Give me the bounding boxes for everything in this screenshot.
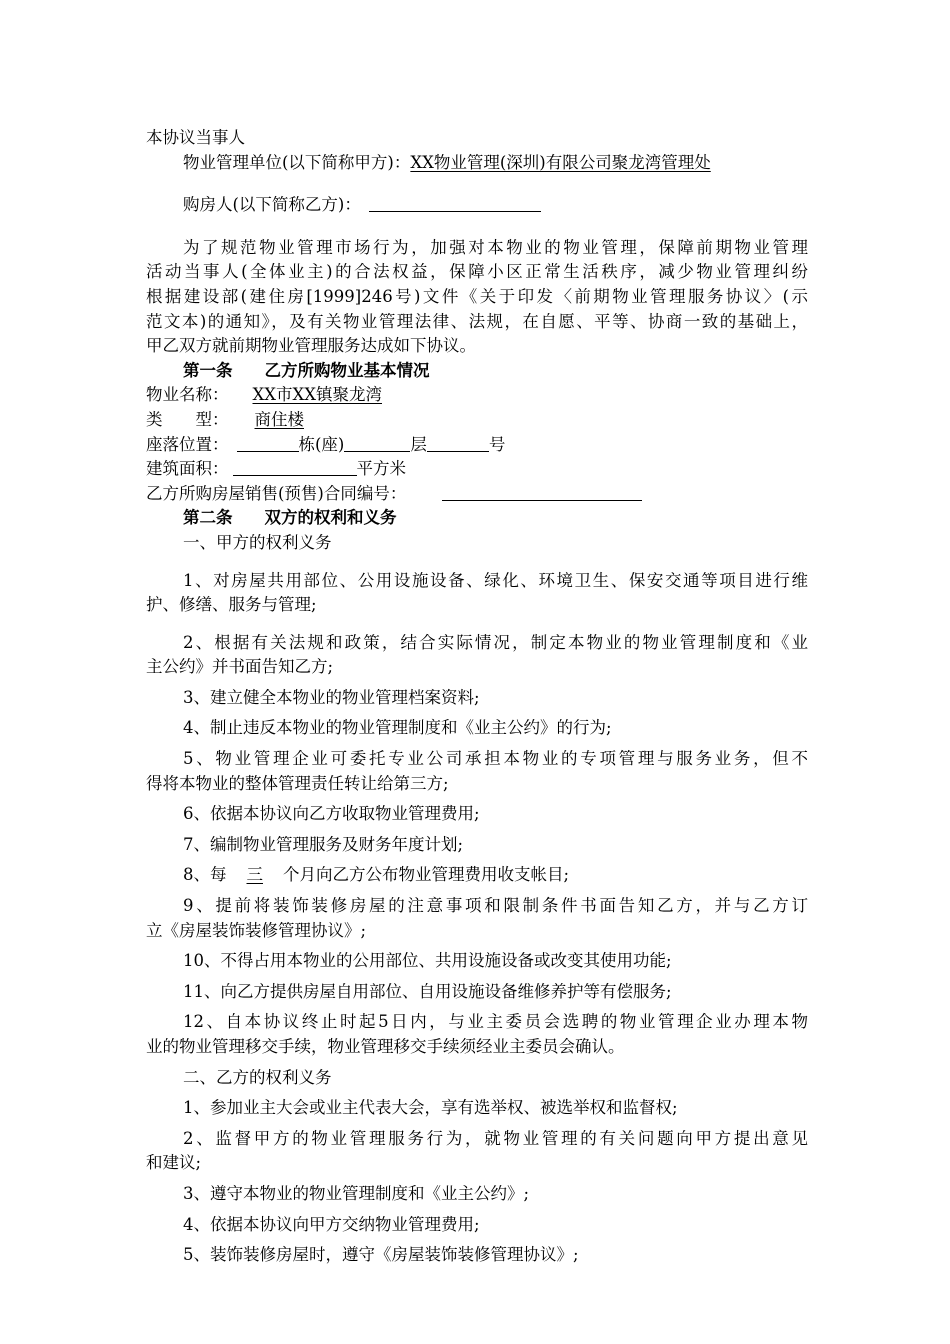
party-b-label: 购房人(以下简称乙方)： xyxy=(183,195,361,215)
intro-line: 本协议当事人 xyxy=(146,128,245,147)
clause-line: 3、建立健全本物业的物业管理档案资料; xyxy=(183,687,480,707)
contract-label: 乙方所购房屋销售(预售)合同编号： xyxy=(146,483,407,503)
article-1-title: 乙方所购物业基本情况 xyxy=(264,360,430,380)
preamble-line: 活动当事人(全体业主)的合法权益，保障小区正常生活秩序，减少物业管理纠纷 xyxy=(146,262,808,282)
clause-line: 4、依据本协议向甲方交纳物业管理费用; xyxy=(183,1214,480,1234)
party-a-label: 物业管理单位(以下简称甲方)： xyxy=(183,152,411,172)
article-1-heading xyxy=(146,359,808,384)
type-value: 商住楼 xyxy=(254,409,304,429)
contract-blank xyxy=(442,485,642,501)
clause-line: 9、提前将装饰装修房屋的注意事项和限制条件书面告知乙方，并与乙方订 xyxy=(183,896,808,916)
preamble-line: 为了规范物业管理市场行为，加强对本物业的物业管理，保障前期物业管理 xyxy=(183,237,808,257)
clause-line: 和建议; xyxy=(146,1153,202,1173)
clause-8-prefix: 8、每 xyxy=(183,865,227,885)
clause-line: 2、监督甲方的物业管理服务行为，就物业管理的有关问题向甲方提出意见 xyxy=(183,1128,808,1148)
clause-line: 4、制止违反本物业的物业管理制度和《业主公约》的行为; xyxy=(183,718,612,738)
area-unit: 平方米 xyxy=(356,459,406,479)
preamble xyxy=(146,236,808,359)
agreement-page xyxy=(146,126,808,1268)
area-label: 建筑面积： xyxy=(146,459,229,479)
clause-line: 5、物业管理企业可委托专业公司承担本物业的专项管理与服务业务，但不 xyxy=(183,749,808,769)
preamble-line: 根据建设部(建住房[1999]246号)文件《关于印发〈前期物业管理服务协议〉(示 xyxy=(146,286,808,306)
clause-line: 3、遵守本物业的物业管理制度和《业主公约》; xyxy=(183,1183,530,1203)
room-label: 号 xyxy=(488,434,506,454)
clause-line: 2、根据有关法规和政策，结合实际情况，制定本物业的物业管理制度和《业 xyxy=(183,632,808,652)
section-b-heading: 二、乙方的权利义务 xyxy=(183,1067,332,1087)
article-2-heading xyxy=(146,506,808,531)
article-1-number: 第一条 xyxy=(183,360,233,380)
clause-line: 7、编制物业管理服务及财务年度计划; xyxy=(183,834,464,854)
area-line xyxy=(146,457,808,482)
floor-label: 层 xyxy=(410,434,427,454)
clause-line: 业的物业管理移交手续，物业管理移交手续须经业主委员会确认。 xyxy=(146,1037,625,1056)
party-a-value: XX物业管理(深圳)有限公司聚龙湾管理处 xyxy=(410,152,711,172)
location-label: 座落位置： xyxy=(146,434,229,454)
room-blank xyxy=(427,436,489,452)
clause-line: 5、装饰装修房屋时，遵守《房屋装饰装修管理协议》; xyxy=(183,1245,579,1265)
clause-line: 护、修缮、服务与管理; xyxy=(146,595,317,615)
clause-line: 立《房屋装饰装修管理协议》; xyxy=(146,920,367,940)
location-line xyxy=(146,433,808,458)
area-blank xyxy=(233,460,357,476)
clause-8-value: 三 xyxy=(246,865,263,885)
party-b-line xyxy=(146,193,808,218)
type-label: 类 型： xyxy=(146,409,229,429)
clause-line: 6、依据本协议向乙方收取物业管理费用; xyxy=(183,804,480,824)
preamble-line: 甲乙双方就前期物业管理服务达成如下协议。 xyxy=(146,336,476,356)
party-b-blank xyxy=(369,196,541,212)
type-line xyxy=(146,408,808,433)
clause-line: 得将本物业的整体管理责任转让给第三方; xyxy=(146,773,449,793)
article-2-number: 第二条 xyxy=(183,508,233,528)
property-name-line xyxy=(146,383,808,408)
clause-line: 12、自本协议终止时起5日内，与业主委员会选聘的物业管理企业办理本物 xyxy=(183,1012,808,1032)
clause-line: 10、不得占用本物业的公用部位、共用设施设备或改变其使用功能; xyxy=(183,951,672,971)
section-a-heading: 一、甲方的权利义务 xyxy=(183,532,332,552)
property-name-label: 物业名称： xyxy=(146,385,229,405)
clause-line: 主公约》并书面告知乙方; xyxy=(146,657,334,677)
preamble-line: 范文本)的通知》，及有关物业管理法律、法规，在自愿、平等、协商一致的基础上， xyxy=(146,311,808,331)
clause-8-suffix: 个月向乙方公布物业管理费用收支帐目; xyxy=(283,865,570,885)
building-blank xyxy=(237,436,299,452)
property-name-value: XX市XX镇聚龙湾 xyxy=(252,385,382,405)
clause-line: 11、向乙方提供房屋自用部位、自用设施设备维修养护等有偿服务; xyxy=(183,981,672,1001)
party-a-line xyxy=(146,151,808,176)
contract-line xyxy=(146,482,808,507)
clause-line: 1、对房屋共用部位、公用设施设备、绿化、环境卫生、保安交通等项目进行维 xyxy=(183,570,808,590)
floor-blank xyxy=(344,436,410,452)
clause-line: 1、参加业主大会或业主代表大会，享有选举权、被选举权和监督权; xyxy=(183,1098,678,1118)
building-label: 栋(座) xyxy=(298,434,345,454)
article-2-title: 双方的权利和义务 xyxy=(264,508,397,528)
clause-8-line xyxy=(146,863,808,888)
